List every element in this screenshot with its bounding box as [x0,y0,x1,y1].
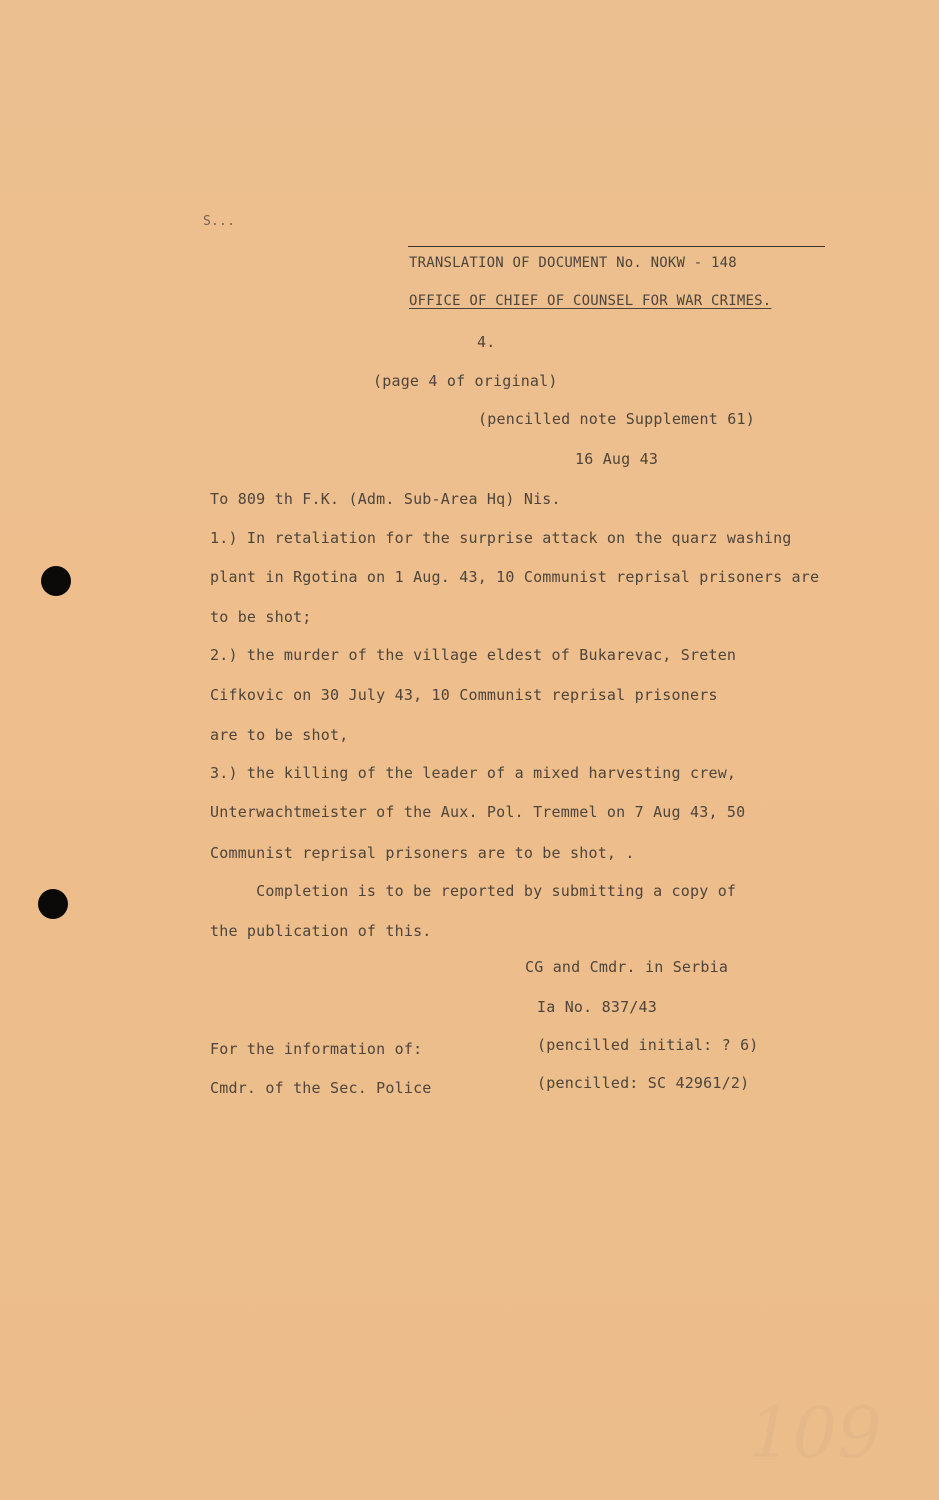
body-line: plant in Rgotina on 1 Aug. 43, 10 Communist reprisal prisoners are [210,568,820,586]
body-line: 2.) the murder of the village eldest of Bukarevac, Sreten [210,646,737,664]
body-line: to be shot; [210,608,312,626]
pencilled-note: (pencilled note Supplement 61) [478,410,755,428]
document-date: 16 Aug 43 [575,450,659,468]
body-line: Unterwachtmeister of the Aux. Pol. Tremmel on 7 Aug 43, 50 [210,803,746,821]
pencilled-number: (pencilled: SC 42961/2) [537,1074,750,1092]
translation-title: TRANSLATION OF DOCUMENT No. NOKW - 148 [409,255,737,271]
page-number: 4. [477,333,496,351]
page-note: (page 4 of original) [373,372,558,390]
body-line: Completion is to be reported by submitting a copy of [210,882,737,900]
signer: CG and Cmdr. in Serbia [525,958,729,976]
body-line: Cifkovic on 30 July 43, 10 Communist reprisal prisoners [210,686,718,704]
distribution-recipient: Cmdr. of the Sec. Police [210,1079,432,1097]
distribution-label: For the information of: [210,1040,423,1058]
body-line: 1.) In retaliation for the surprise attack on the quarz washing [210,529,792,547]
punch-hole-top [41,566,71,596]
reference-number: Ia No. 837/43 [537,998,657,1016]
archive-mark: 109 [748,1392,882,1474]
corner-mark: S... [203,214,236,229]
body-line: Communist reprisal prisoners are to be shot, . [210,844,635,862]
addressee: To 809 th F.K. (Adm. Sub-Area Hq) Nis. [210,490,561,508]
punch-hole-bottom [38,889,68,919]
body-line: the publication of this. [210,922,432,940]
pencilled-initial: (pencilled initial: ? 6) [537,1036,759,1054]
office-line: OFFICE OF CHIEF OF COUNSEL FOR WAR CRIMES. [409,293,772,309]
header-rule [408,246,825,247]
body-line: 3.) the killing of the leader of a mixed harvesting crew, [210,764,737,782]
body-line: are to be shot, [210,726,349,744]
